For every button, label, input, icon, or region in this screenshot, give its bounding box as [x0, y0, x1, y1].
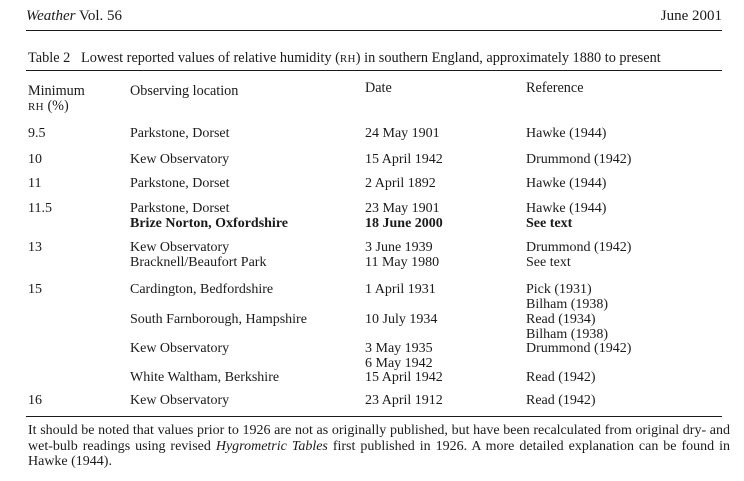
- footnote-emphasis: Hygrometric Tables: [215, 438, 328, 454]
- cell-date: [365, 282, 436, 297]
- journal-name: Weather: [26, 8, 76, 24]
- cell-minimum-rh: 10: [28, 152, 42, 167]
- table-caption-text-end: ) in southern England, approximately 1880 to present: [355, 50, 661, 66]
- cell-line: Parkstone, Dorset: [130, 201, 230, 216]
- cell-line: South Farnborough, Hampshire: [130, 312, 307, 327]
- cell-line: Bracknell/Beaufort Park: [130, 255, 267, 270]
- cell-date: [365, 240, 439, 270]
- cell-date: [365, 312, 437, 327]
- cell-reference: [526, 341, 631, 356]
- cell-line: Kew Observatory: [130, 393, 230, 408]
- cell-line: Kew Observatory: [130, 341, 230, 356]
- cell-line: 24 May 1901: [365, 126, 440, 141]
- cell-minimum-rh: 9.5: [28, 126, 46, 141]
- cell-location: [130, 341, 229, 356]
- cell-line: Drummond (1942): [526, 341, 632, 356]
- cell-location: [130, 201, 288, 231]
- issue-date: June 2001: [660, 8, 722, 24]
- cell-line: Parkstone, Dorset: [130, 176, 230, 191]
- cell-line: 1 April 1931: [365, 282, 436, 297]
- column-header-minimum-label: Minimum: [28, 83, 85, 99]
- cell-line: See text: [526, 216, 573, 231]
- cell-reference: [526, 201, 606, 231]
- cell-line: 15 April 1942: [365, 370, 443, 385]
- cell-location: [130, 370, 279, 385]
- cell-line: Hawke (1944): [526, 126, 607, 141]
- cell-line: Bilham (1938): [526, 297, 609, 312]
- table-bottom-rule: [26, 416, 722, 417]
- cell-reference: [526, 176, 606, 191]
- cell-location: [130, 176, 230, 191]
- cell-minimum-rh: 11.5: [28, 201, 52, 216]
- cell-reference: [526, 152, 631, 167]
- cell-location: [130, 282, 273, 297]
- cell-date: [365, 393, 443, 408]
- journal-info: [26, 8, 122, 25]
- page-header: [26, 8, 722, 30]
- cell-reference: [526, 126, 606, 141]
- cell-date: [365, 176, 436, 191]
- table-caption-label: Table 2: [28, 50, 71, 66]
- journal-volume: Vol. 56: [78, 8, 123, 24]
- cell-line: Kew Observatory: [130, 240, 230, 255]
- caption-rule: [26, 70, 722, 71]
- table-caption-text: Lowest reported values of relative humidity (: [81, 50, 340, 66]
- cell-line: Parkstone, Dorset: [130, 126, 230, 141]
- cell-date: [365, 152, 443, 167]
- cell-minimum-rh: 16: [28, 393, 42, 408]
- column-header-location: Observing location: [130, 83, 239, 99]
- cell-line: Bilham (1938): [526, 327, 609, 342]
- footnote-text: It should be noted that values prior to 1926 are not as originally published, but have been recalculated from original dry- and wet-bulb readings using revised: [28, 423, 730, 454]
- cell-minimum-rh: 15: [28, 282, 42, 297]
- table-footnote: [28, 423, 730, 470]
- cell-location: [130, 240, 266, 270]
- cell-line: 23 May 1901: [365, 201, 440, 216]
- cell-reference: [526, 282, 608, 312]
- cell-date: [365, 126, 440, 141]
- cell-line: Cardington, Bedfordshire: [130, 282, 274, 297]
- cell-line: Pick (1931): [526, 282, 592, 297]
- header-rule: [26, 30, 722, 31]
- cell-line: 2 April 1892: [365, 176, 436, 191]
- cell-date: [365, 370, 443, 385]
- cell-minimum-rh: 11: [28, 176, 42, 191]
- cell-line: Brize Norton, Oxfordshire: [130, 216, 288, 231]
- cell-line: 6 May 1942: [365, 356, 433, 371]
- cell-line: Drummond (1942): [526, 152, 632, 167]
- cell-line: 3 May 1935: [365, 341, 433, 356]
- cell-reference: [526, 312, 608, 342]
- caption-rh-abbrev: RH: [339, 53, 356, 65]
- cell-date: [365, 201, 443, 231]
- cell-reference: [526, 370, 596, 385]
- cell-line: 23 April 1912: [365, 393, 443, 408]
- table-caption: [28, 50, 661, 67]
- cell-location: [130, 393, 229, 408]
- cell-line: 15 April 1942: [365, 152, 443, 167]
- cell-line: White Waltham, Berkshire: [130, 370, 280, 385]
- column-header-minimum: [28, 84, 85, 115]
- column-header-date: Date: [365, 80, 392, 96]
- cell-location: [130, 312, 307, 327]
- cell-line: Hawke (1944): [526, 201, 607, 216]
- cell-line: Read (1942): [526, 370, 596, 385]
- column-header-unit: (%): [47, 98, 69, 114]
- cell-location: [130, 126, 230, 141]
- cell-location: [130, 152, 229, 167]
- footnote-text-end: first published in 1926. A more detailed explanation can be found in Hawke (1944).: [28, 438, 730, 469]
- cell-line: Hawke (1944): [526, 176, 607, 191]
- cell-line: 18 June 2000: [365, 216, 443, 231]
- cell-line: Read (1942): [526, 393, 596, 408]
- cell-line: Read (1934): [526, 312, 596, 327]
- column-header-reference: Reference: [526, 80, 584, 96]
- cell-line: 3 June 1939: [365, 240, 433, 255]
- cell-line: Drummond (1942): [526, 240, 632, 255]
- cell-line: Kew Observatory: [130, 152, 230, 167]
- cell-date: [365, 341, 433, 371]
- cell-line: 10 July 1934: [365, 312, 438, 327]
- column-header-rh-abbrev: RH: [28, 101, 44, 113]
- cell-line: 11 May 1980: [365, 255, 440, 270]
- cell-reference: [526, 393, 596, 408]
- cell-minimum-rh: 13: [28, 240, 42, 255]
- cell-line: See text: [526, 255, 571, 270]
- cell-reference: [526, 240, 631, 270]
